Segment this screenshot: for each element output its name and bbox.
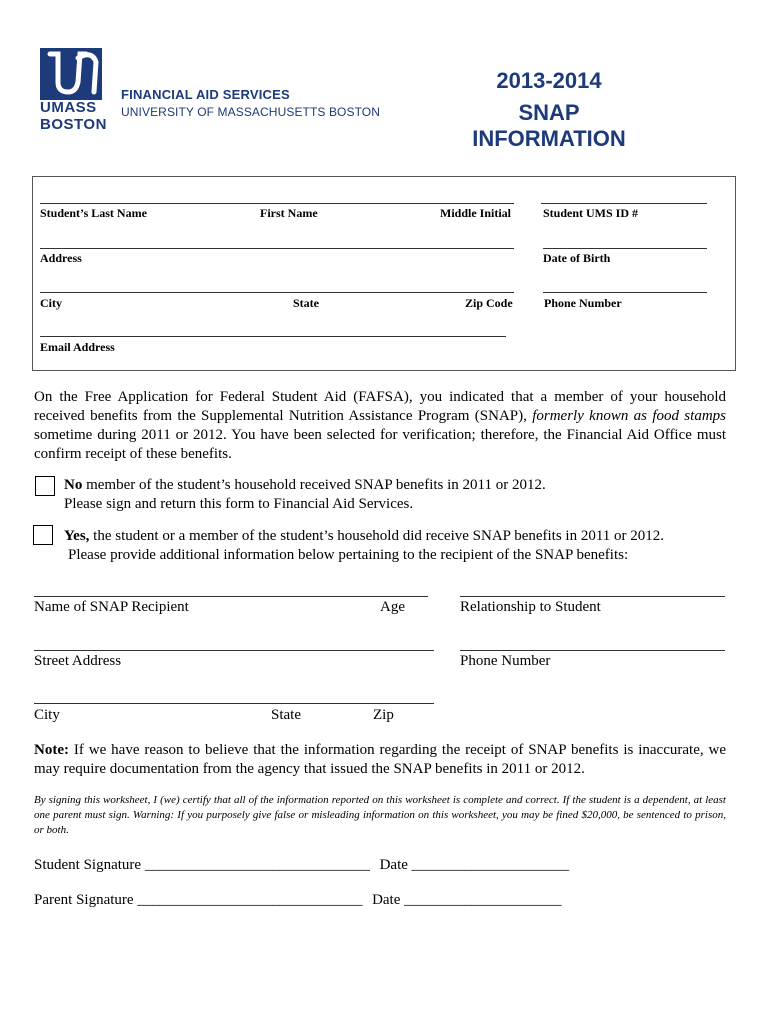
intro-paragraph: [34, 388, 726, 464]
recipient-name-label: Name of SNAP Recipient: [34, 599, 189, 615]
option-yes-text: the student or a member of the student’s household did receive SNAP benefits in 2011 or 2012.: [89, 528, 665, 544]
option-yes-bold: Yes,: [64, 528, 90, 544]
org-name: FINANCIAL AID SERVICES: [121, 87, 290, 102]
email-line[interactable]: [40, 336, 506, 337]
parent-signature-label: Parent Signature: [34, 892, 134, 908]
phone-label: Phone Number: [544, 296, 622, 310]
student-id-line[interactable]: [541, 203, 707, 204]
street-address-label: Street Address: [34, 653, 122, 669]
city-label: City: [40, 296, 62, 310]
note-bold: Note:: [34, 742, 69, 758]
dob-label: Date of Birth: [543, 251, 611, 265]
option-yes-line1: [64, 527, 664, 546]
address-label: Address: [40, 251, 82, 265]
option-no-line1: [64, 476, 546, 495]
intro-text-1: On the Free Application for Federal Student Aid (FAFSA), you indicated that a member of your household received benefits from the Supplemental Nutrition Assistance Program (SNAP),: [34, 389, 726, 424]
note-paragraph: [34, 741, 726, 779]
last-name-label: Student’s Last Name: [40, 206, 147, 220]
yes-checkbox[interactable]: [33, 525, 53, 545]
org-university: UNIVERSITY OF MASSACHUSETTS BOSTON: [121, 105, 380, 119]
recipient-name-line[interactable]: [34, 596, 428, 597]
parent-date-label: Date: [372, 892, 401, 908]
student-date-field[interactable]: _____________________: [411, 857, 570, 873]
student-signature-row: [34, 857, 569, 874]
recipient-state-label: State: [271, 707, 301, 723]
relationship-label: Relationship to Student: [460, 599, 601, 615]
phone-line[interactable]: [543, 292, 707, 293]
recipient-age-label: Age: [380, 599, 405, 615]
middle-initial-label: Middle Initial: [440, 206, 512, 220]
dob-line[interactable]: [543, 248, 707, 249]
no-checkbox[interactable]: [35, 476, 55, 496]
intro-text-2: sometime during 2011 or 2012. You have been selected for verification; therefore, the Financial Aid Office must confirm receipt of these benefits.: [34, 427, 726, 462]
email-label: Email Address: [40, 340, 115, 354]
zip-label: Zip Code: [465, 296, 513, 310]
relationship-line[interactable]: [460, 596, 725, 597]
street-address-line[interactable]: [34, 650, 434, 651]
student-signature-label: Student Signature: [34, 857, 142, 873]
note-text: If we have reason to believe that the information regarding the receipt of SNAP benefits is inaccurate, we may require documentation from the agency that issued the SNAP benefits in 2011 or 2012.: [34, 742, 726, 777]
logo-boston-text: BOSTON: [40, 116, 107, 133]
address-line[interactable]: [40, 248, 514, 249]
option-no-line2: Please sign and return this form to Financial Aid Services.: [64, 496, 414, 512]
logo-umass-text: UMASS: [40, 99, 97, 116]
form-year: 2013-2014: [496, 68, 602, 93]
option-no-bold: No: [64, 477, 83, 493]
recipient-zip-label: Zip: [373, 707, 394, 723]
option-no-text: member of the student’s household received SNAP benefits in 2011 or 2012.: [82, 477, 546, 493]
form-title: SNAP INFORMATION: [472, 100, 626, 151]
student-signature-field[interactable]: ______________________________: [144, 857, 370, 873]
student-date-label: Date: [379, 857, 408, 873]
first-name-label: First Name: [260, 206, 318, 220]
ums-id-label: Student UMS ID #: [543, 206, 639, 220]
certification-text: By signing this worksheet, I (we) certify that all of the information reported on this worksheet is complete and correct. If the student is a dependent, at least one parent must sign. Warning: If you purposely give false or misleading information on this worksheet, you may be fined $20,000, be sentenced to prison, or both.: [34, 794, 726, 836]
parent-date-field[interactable]: _____________________: [404, 892, 562, 908]
recipient-city-line[interactable]: [34, 703, 434, 704]
recipient-phone-label: Phone Number: [460, 653, 551, 669]
intro-text-italic: formerly known as food stamps: [532, 408, 726, 424]
student-name-line[interactable]: [40, 203, 514, 204]
city-state-zip-line[interactable]: [40, 292, 514, 293]
recipient-phone-line[interactable]: [460, 650, 725, 651]
state-label: State: [293, 296, 319, 310]
parent-signature-row: [34, 892, 562, 909]
recipient-city-label: City: [34, 707, 60, 723]
umass-logo-icon: [40, 48, 102, 100]
option-yes-line2: Please provide additional information below pertaining to the recipient of the SNAP benefits:: [68, 547, 629, 563]
parent-signature-field[interactable]: ______________________________: [137, 892, 363, 908]
